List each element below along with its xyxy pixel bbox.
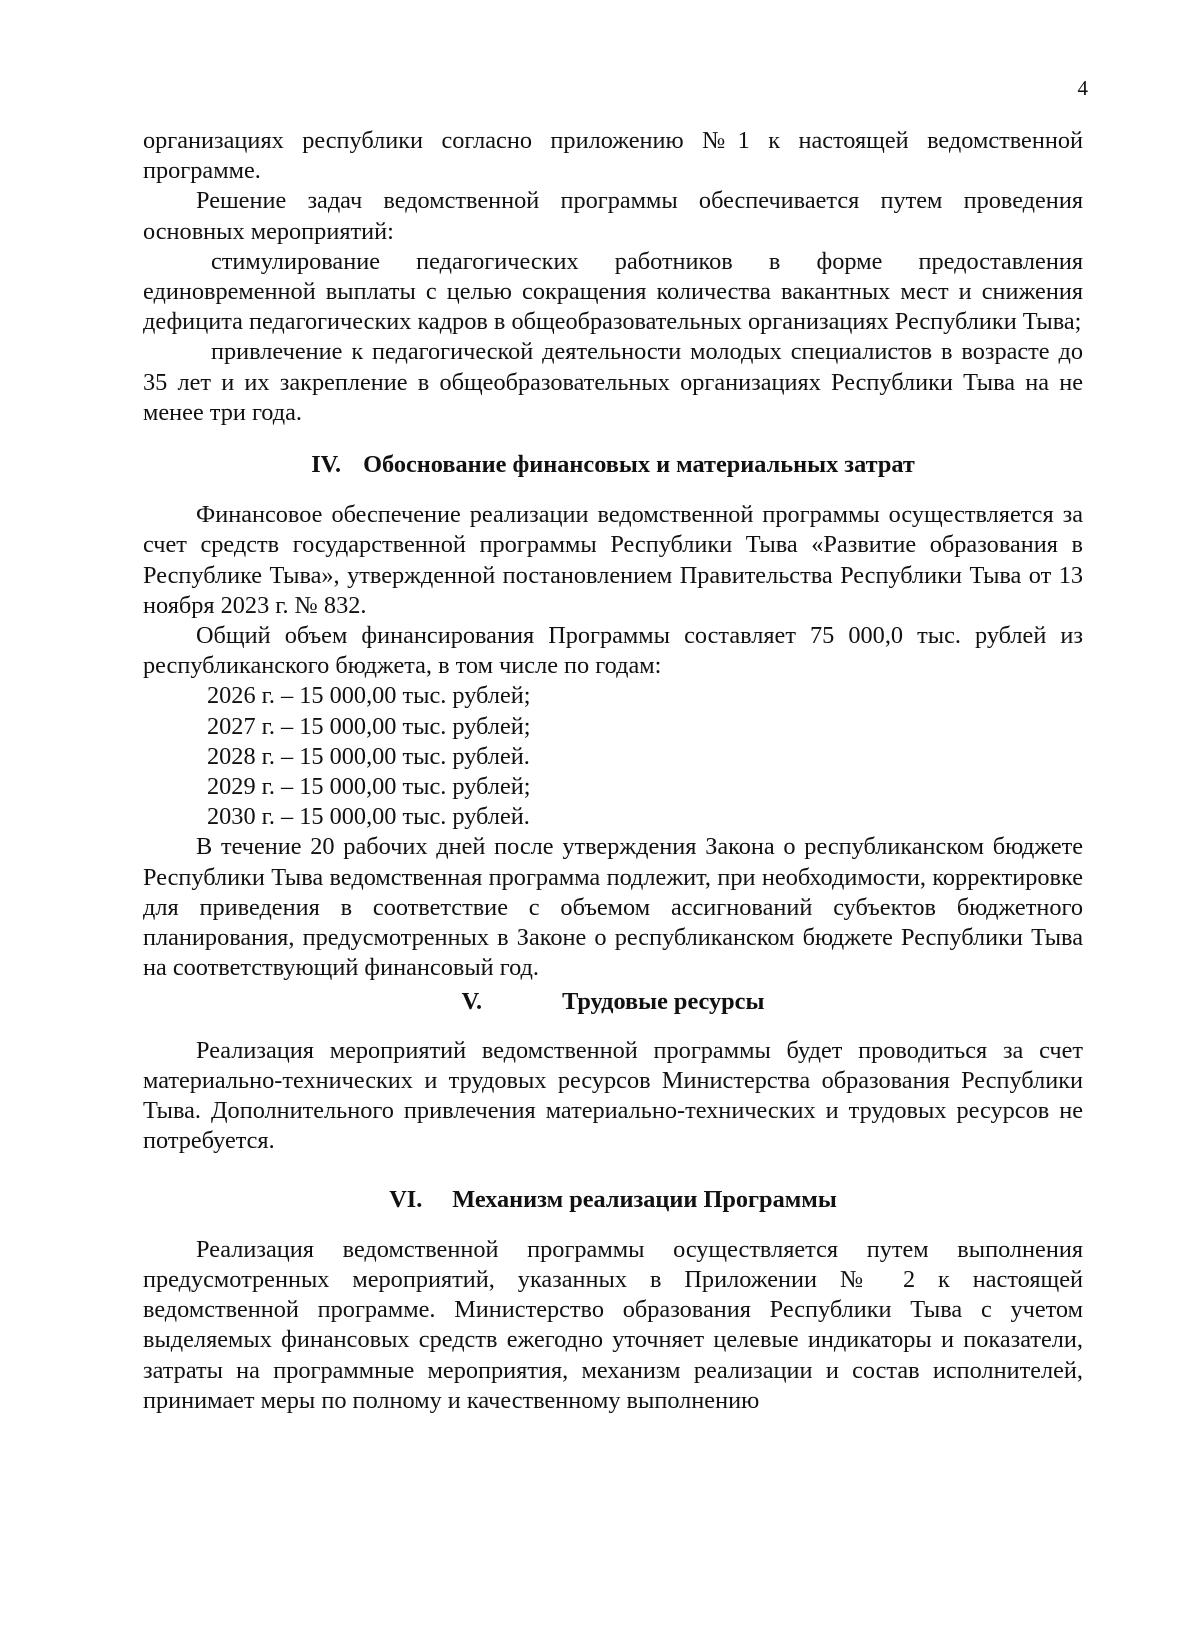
paragraph-budget-correction: В течение 20 рабочих дней после утверждения Закона о республиканском бюджете Республики Тыва ведомственная программа подлежит, при необходимости, корректировке для приведения в соответствие с объемом ассигнований субъектов бюджетного планирования, предусмотренных в Законе о республиканском бюджете Республики Тыва на соответствующий финансовый год. [143, 833, 1083, 982]
section-number-5: V. [461, 988, 483, 1016]
section-heading-4 [143, 450, 1083, 480]
section-title-5: Трудовые ресурсы [562, 988, 765, 1016]
section-title-6: Механизм реализации Программы [452, 1185, 837, 1213]
paragraph-measure-1: стимулирование педагогических работников в форме предоставления единовременной выплаты с целью сокращения количества вакантных мест и снижения дефицита педагогических кадров в общеобразовательных организациях Республики Тыва; [143, 247, 1083, 336]
paragraph-measure-2: привлечение к педагогической деятельности молодых специалистов в возрасте до 35 лет и их закрепление в общеобразовательных организациях Республики Тыва на не менее три года. [143, 338, 1083, 426]
financing-years-list [143, 681, 1083, 832]
document-body [143, 126, 1083, 1416]
paragraph-tasks: Решение задач ведомственной программы обеспечивается путем проведения основных мероприятий: [143, 187, 1083, 245]
section-number-6: VI. [389, 1185, 423, 1213]
paragraph-financing-total: Общий объем финансирования Программы составляет 75 000,0 тыс. рублей из республиканского бюджета, в том числе по годам: [143, 622, 1083, 680]
financing-year-item: 2028 г. – 15 000,00 тыс. рублей. [207, 742, 530, 770]
financing-year-item: 2027 г. – 15 000,00 тыс. рублей; [207, 712, 531, 740]
section-title-4: Обоснование финансовых и материальных затрат [363, 451, 915, 479]
financing-year-item: 2029 г. – 15 000,00 тыс. рублей; [207, 773, 531, 801]
section-heading-5 [143, 987, 1083, 1017]
financing-year-item: 2030 г. – 15 000,00 тыс. рублей. [207, 803, 530, 831]
section-heading-6 [143, 1185, 1083, 1215]
page-number: 4 [1077, 76, 1088, 100]
section-number-4: IV. [311, 451, 342, 479]
paragraph-implementation-mechanism: Реализация ведомственной программы осуществляется путем выполнения предусмотренных мероприятий, указанных в Приложении № 2 к настоящей ведомственной программе. Министерство образования Республики Тыва с учетом выделяемых финансовых средств ежегодно уточняет целевые индикаторы и показатели, затраты на программные мероприятия, механизм реализации и состав исполнителей, принимает меры по полному и качественному выполнению [143, 1235, 1083, 1414]
paragraph-intro-continuation: организациях республики согласно приложению №1 к настоящей ведомственной программе. [143, 127, 1083, 185]
financing-year-item: 2026 г. – 15 000,00 тыс. рублей; [207, 682, 531, 710]
paragraph-financing-source: Финансовое обеспечение реализации ведомственной программы осуществляется за счет средств государственной программы Республики Тыва «Развитие образования в Республике Тыва», утвержденной постановлением Правительства Республики Тыва от 13 ноября 2023 г. № 832. [143, 501, 1083, 619]
paragraph-labor-resources: Реализация мероприятий ведомственной программы будет проводиться за счет материально-технических и трудовых ресурсов Министерства образования Республики Тыва. Дополнительного привлечения материально-технических и трудовых ресурсов не потребуется. [143, 1036, 1083, 1155]
